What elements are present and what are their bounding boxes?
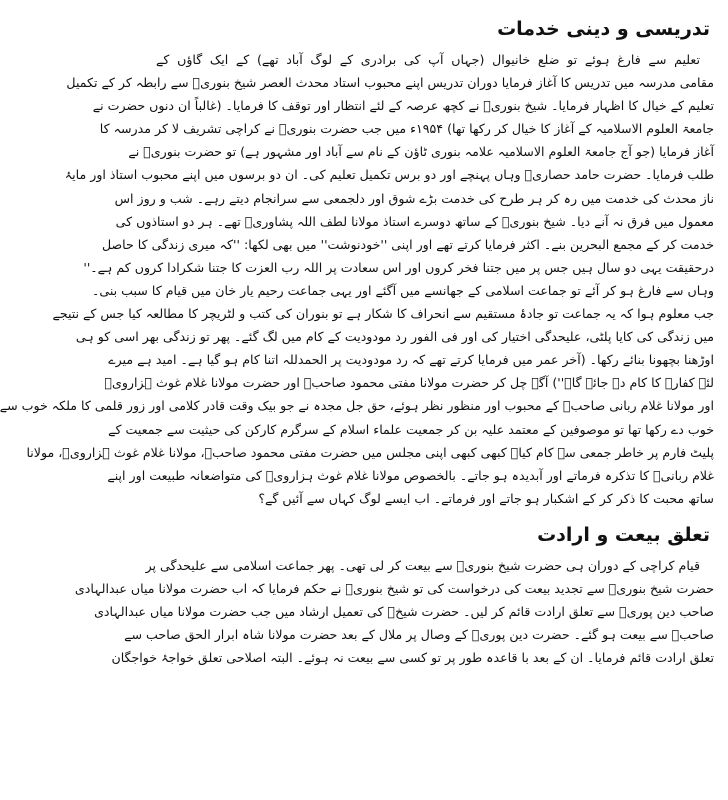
- section-heading-bayah: تعلق بیعت و ارادت: [537, 523, 710, 546]
- paragraph-bayah: [74, 554, 714, 669]
- text-line: ساتھ محبت کا ذکر کر کے اشکبار ہو جاتے اور فرماتے۔ اب ایسے لوگ کہاں سے آئیں گے؟: [258, 490, 714, 506]
- text-line: خدمت کر کے مجمع البحرین بنے۔ اکثر فرمایا کرتے تھے اور اپنی ''خودنوشت'' میں بھی لکھا: ''کہ میری زندگی کا حاصل: [101, 236, 714, 252]
- text-line: خوب دے رکھا تھا تو موصوفین کے معتمد علیہ بن کر جمعیت علماء اسلام کے سرگرم کارکن کی حیثیت سے جمعیت کے: [108, 421, 714, 437]
- paragraph-teaching-services: [0, 48, 714, 510]
- text-line: آغاز فرمایا (جو آج جامعۃ العلوم الاسلامیہ علامہ بنوری ٹاؤن کے نام سے آباد اور مشہور ہے) تو حضرت بنوریؒ نے: [128, 144, 714, 160]
- text-line: حضرت شیخ بنوریؒ سے تجدید بیعت کی درخواست کی تو شیخ بنوریؒ نے حکم فرمایا کہ اب حضرت مولانا میاں عبدالہادی: [74, 580, 714, 596]
- text-line: اوڑھنا بچھونا بنائے رکھا۔ (آخر عمر میں فرمایا کرتے تھے کہ رد مودودیت پر الحمدللہ اتنا کام ہو گیا ہے۔ امید ہے میرے: [108, 352, 714, 368]
- text-line: پلیٹ فارم پر خاطر جمعی سے کام کیا۔ کبھی کبھی اپنی مجلس میں حضرت مفتی محمود صاحبؒ، مولانا غلام غوث ہزارویؒ، مولانا: [26, 444, 714, 460]
- text-line: صاحبؒ سے بیعت ہو گئے۔ حضرت دین پوریؒ کے وصال پر ملال کے بعد حضرت مولانا شاہ ابرار الحق صاحب سے: [124, 627, 714, 643]
- text-line: وہاں سے فارغ ہو کر آئے تو جماعت اسلامی کے جھانسے میں آگئے اور یہی جماعت رحیم یار خان میں قیام کا سبب بنی۔: [91, 282, 714, 298]
- text-line: جامعۃ العلوم الاسلامیہ کے آغاز کا خیال کر رکھا تھا) ۱۹۵۴ء میں جب حضرت بنوریؒ نے کراچی تشریف لا کر مدرسہ کا: [99, 121, 714, 137]
- text-line: تعلیم کے خیال کا اظہار فرمایا۔ شیخ بنوریؒ نے کچھ عرصہ کے لئے انتظار اور توقف کا فرمایا۔ (غالباً ان دنوں حضرت نے: [92, 98, 714, 114]
- text-line: تعلق ارادت قائم فرمایا۔ ان کے بعد با قاعدہ طور پر تو کسی سے بیعت نہ ہوئے۔ البتہ اصلاحی تعلق خواجۂ خواجگان: [111, 650, 714, 666]
- text-line: تعلیم سے فارغ ہوئے تو ضلع خانیوال (جہاں آپ کی برادری کے لوگ آباد تھے) کے ایک گاؤں کے: [156, 52, 700, 67]
- text-line: مقامی مدرسہ میں تدریس کا آغاز فرمایا دوران تدریس اپنے محبوب استاد محدث العصر شیخ بنوریؒ سے رابطہ کر کے تکمیل: [66, 75, 714, 91]
- text-line: معمول میں فرق نہ آنے دیا۔ شیخ بنوریؒ کے ساتھ دوسرے استاذ مولانا لطف اللہ پشاوریؒ تھے۔ ہر دو استاذوں کی: [115, 213, 714, 229]
- text-line: میں زندگی کی کایا پلٹی، علیحدگی اختیار کی اور فی الفور رد مودودیت کے کام میں لگ گئے۔ پھر تو زندگی بھر اسی کو ہی: [75, 329, 714, 345]
- text-line: قیام کراچی کے دوران ہی حضرت شیخ بنوریؒ سے بیعت کر لی تھی۔ پھر جماعت اسلامی سے علیحدگی پر: [145, 557, 700, 573]
- text-line: طلب فرمایا۔ حضرت حامد حصاریؒ وہاں پہنچے اور دو برس تکمیل تعلیم کی۔ ان دو برسوں میں اپنے محبوب استاذ اور مایۂ: [64, 167, 714, 183]
- text-line: جب معلوم ہوا کہ یہ جماعت تو جادۂ مستقیم سے انحراف کا شکار ہے تو بنوران کی کتب و لٹریچر کا مطالعہ کیا جس کے نتیجے: [52, 306, 714, 322]
- text-line: غلام ربانیؒ کا تذکرہ فرماتے اور آبدیدہ ہو جاتے۔ بالخصوص مولانا غلام غوث ہزارویؒ کی متواضعانہ طبیعت اور اپنے: [107, 467, 714, 483]
- text-line: اور مولانا غلام ربانی صاحبؒ کے محبوب اور منظور نظر ہوئے، حق جل مجدہ نے جو بیک وقت قادر کلامی اور زور قلمی کا ملکہ خوب سے: [0, 398, 714, 414]
- text-line: لئے کفارہ کا کام دے جائے گا۔'') آگے چل کر حضرت مولانا مفتی محمود صاحبؒ اور حضرت مولانا غلام غوث ہزارویؒ: [104, 375, 714, 391]
- section-heading-teaching-services: تدریسی و دینی خدمات: [497, 18, 710, 40]
- text-line: ناز محدث کی خدمت میں رہ کر ہر طرح کی خدمت بڑے شوق اور دلجمعی سے سرانجام دیتے رہے۔ شب و روز اس: [114, 190, 714, 206]
- text-line: صاحب دین پوریؒ سے تعلق ارادت قائم کر لیں۔ حضرت شیخؒ کی تعمیل ارشاد میں جب حضرت مولانا میاں عبدالہادی: [94, 604, 714, 620]
- text-line: درحقیقت یہی دو سال ہیں جس پر میں جتنا فخر کروں اور اس سعادت پر اللہ رب العزت کا جتنا شکرادا کروں کم ہے۔'': [83, 259, 714, 275]
